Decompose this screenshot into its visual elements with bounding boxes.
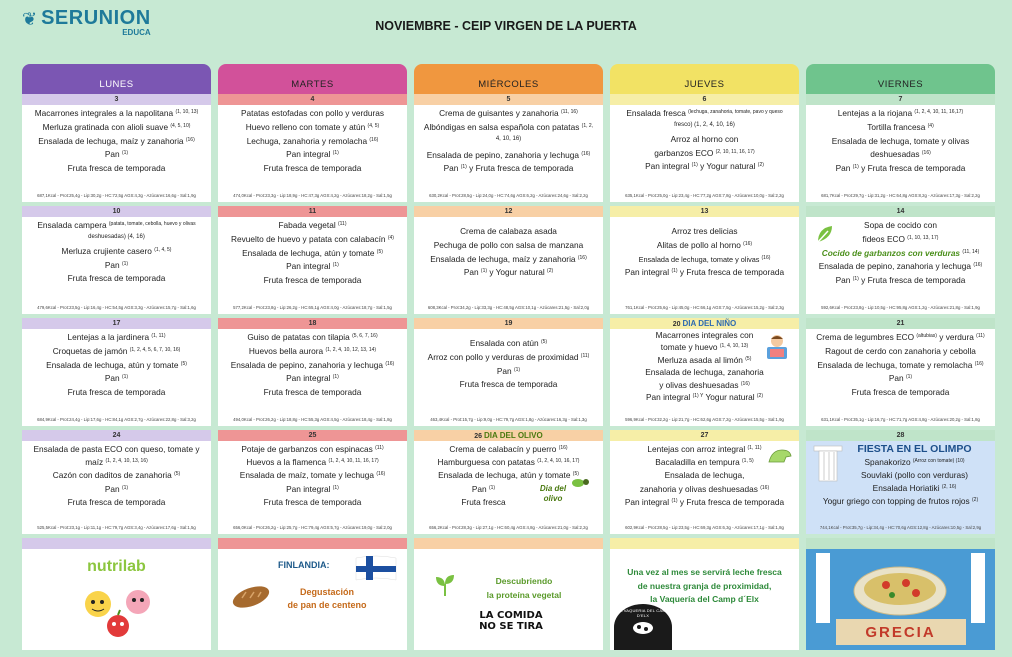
allergens: (1) xyxy=(691,162,698,169)
dish: Fruta fresca de temporada xyxy=(263,496,362,507)
day-number: 26 DIA DEL OLIVO xyxy=(414,430,603,441)
week-row-2 xyxy=(22,206,995,314)
nutrition-info: 635,1Kcal - Prot:25,0g - Lip:23,4g - HC:77,2g AGS:7,8g - Azúcares:10,0g - Sal:2,2g xyxy=(625,193,784,198)
menu-day-4 xyxy=(218,94,407,202)
allergens: deshuesadas) (4, 16) xyxy=(88,233,145,240)
dish: Revuelto de huevo y patata con calabacín xyxy=(231,233,386,244)
allergens: (1, 2, 4, 10, 11, 16,17) xyxy=(914,109,964,115)
dish: Pan xyxy=(104,483,120,494)
nutrition-info: 687,1Kcal - Prot:25,4g - Lip:30,2g - HC:72,5g AGS:4,3g - Azúcares:16,6g - Sal:1,9g xyxy=(37,193,196,198)
child-reading-icon xyxy=(762,332,792,362)
day-number: 18 xyxy=(218,318,407,329)
day-header-miercoles: MIÉRCOLES xyxy=(414,64,603,94)
brand-name: SERUNION xyxy=(41,7,151,29)
allergens: (4, 5) xyxy=(367,122,380,129)
dish: Pan integral xyxy=(646,392,691,403)
dish: y Fruta fresca de temporada xyxy=(861,163,966,174)
nutrition-info: 656,2Kcal - Prot:28,3g - Lip:27,1g - HC:60,4g AGS:4,8g - Azúcares:21,0g - Sal:2,2g xyxy=(429,525,588,530)
dish: Ensalada de maíz, tomate y lechuga xyxy=(239,470,374,481)
dish: Potaje de garbanzos con espinacas xyxy=(241,444,373,454)
event-title: FIESTA EN EL OLIMPO xyxy=(857,443,972,455)
dish: Ensalada campera xyxy=(37,220,107,230)
allergens: (1) xyxy=(905,374,913,381)
dish: y Yogur natural xyxy=(700,161,756,172)
allergens: (11) xyxy=(375,445,384,451)
allergens: (patata, tomate, cebolla, huevo y olivas xyxy=(108,221,196,227)
dish: Ensalada de lechuga, atún y tomate xyxy=(46,359,179,370)
finland-flag-icon xyxy=(354,554,398,584)
day-number: 13 xyxy=(610,206,799,217)
dish: Ensalada de pepino, zanahoria y lechuga xyxy=(818,261,971,272)
menu-day-20 xyxy=(610,318,799,426)
allergens: (altubias) xyxy=(916,333,937,339)
allergens: (16) xyxy=(743,240,753,247)
dish: Pechuga de pollo con salsa de manzana xyxy=(433,239,584,250)
dish: Sopa de cocido con xyxy=(864,220,937,230)
dish: Fruta fresca de temporada xyxy=(851,387,950,398)
dish: Lentejas con arroz integral xyxy=(647,444,746,454)
dish: Bacaladilla en tempura xyxy=(655,457,740,468)
dish: Crema de legumbres ECO xyxy=(816,332,915,342)
dish: Pan integral xyxy=(624,267,670,278)
allergens: (2) xyxy=(972,497,979,503)
nutrition-info: 684,9Kcal - Prot:24,4g - Lip:17,6g - HC:84,1g AGS:2,7g - Azúcares:22,8g - Sal:3,2g xyxy=(37,417,196,422)
event-badge: DIA DEL OLIVO xyxy=(484,431,543,440)
dish: Alitas de pollo al horno xyxy=(656,239,741,250)
dish: Pan xyxy=(888,373,904,384)
menu-day-10 xyxy=(22,206,211,314)
allergens: (16) xyxy=(921,150,931,157)
day-number: 12 xyxy=(414,206,603,217)
allergens: (4) xyxy=(387,234,394,241)
allergens: (1) xyxy=(332,150,339,157)
dish: Crema de calabacín y puerro xyxy=(449,444,557,454)
day-header-viernes: VIERNES xyxy=(806,64,995,94)
allergens: (16) xyxy=(369,136,379,143)
nutrition-info: 608,3Kcal - Prot:34,2g - Lip:33,3g - HC:48,5g AGS:10,1g - Azúcares:21,5g - Sal:2,0g xyxy=(427,305,590,310)
nutrition-info: 744,1Kcal - Prot:35,7g - Lip:34,4g - HC:70,6g AGS:12,8g - Azúcares:10,5g - Sal:2,9g xyxy=(819,525,982,530)
dish: Fruta fresca de temporada xyxy=(67,273,166,284)
allergens: (5) xyxy=(540,339,548,345)
allergens: (1, 4, 10, 13) xyxy=(719,343,749,350)
allergens: fresco) (1, 2, 4, 10, 16) xyxy=(674,121,735,128)
dish: Pan integral xyxy=(286,483,331,494)
allergens: (2, 16) xyxy=(941,484,957,490)
allergens: (1) xyxy=(121,150,129,157)
allergens: (16) xyxy=(577,254,587,261)
allergens: (1) xyxy=(671,268,678,275)
allergens: (1) xyxy=(488,484,496,491)
dish: Huevos a la flamenca xyxy=(246,457,327,468)
dish: Pan integral xyxy=(286,261,331,272)
week-row-4 xyxy=(22,430,995,534)
day-header-lunes: LUNES xyxy=(22,64,211,94)
dish: Arroz tres delicias xyxy=(671,226,738,236)
dish: Pan integral xyxy=(645,161,690,172)
menu-day-11 xyxy=(218,206,407,314)
dish: Fruta fresca de temporada xyxy=(67,387,166,398)
allergens: (16) xyxy=(740,380,750,387)
dish: Ensalada de lechuga, maíz y zanahoria xyxy=(430,253,576,264)
allergens: (1) xyxy=(121,374,129,381)
day-number: 24 xyxy=(22,430,211,441)
allergens: (5) xyxy=(174,471,181,478)
dish: Pan xyxy=(104,259,120,270)
greece-panel xyxy=(806,538,995,650)
dish: Pan xyxy=(104,149,120,160)
allergens: (2, 10, 11, 16, 17) xyxy=(715,148,755,155)
dish: tomate y huevo xyxy=(660,342,718,353)
menu-day-24 xyxy=(22,430,211,534)
nutrition-info: 630,2Kcal - Prot:28,5g - Lip:24,0g - HC:74,6g AGS:6,2g - Azúcares:24,6g - Sal:2,2g xyxy=(429,193,588,198)
allergens: (1) xyxy=(332,262,339,269)
allergens: (16) xyxy=(185,136,195,143)
allergens: (2) xyxy=(756,393,763,400)
allergens: (11, 14) xyxy=(962,248,980,255)
dish: Albóndigas en salsa española con patatas xyxy=(423,121,580,132)
dish: Spanakorizo xyxy=(864,457,911,467)
dish: Ensalada de lechuga, tomate y olivas xyxy=(831,135,970,146)
dish: Croquetas de jamón xyxy=(52,345,128,356)
menu-day-12 xyxy=(414,206,603,314)
allergens: (lechuga, zanahoria, tomate, pavo y queso xyxy=(688,109,783,115)
allergens: (16) xyxy=(376,471,386,478)
day-number: 21 xyxy=(806,318,995,329)
dish: Arroz al horno con xyxy=(670,133,739,144)
dish: Fruta fresca de temporada xyxy=(67,163,166,174)
allergens: (5) xyxy=(376,248,383,255)
day-number: 28 xyxy=(806,430,995,441)
allergens: (2) xyxy=(547,268,554,275)
allergens: (11) xyxy=(337,221,347,227)
dish: Tortilla francesa xyxy=(867,121,926,132)
dish: Souvlaki (pollo con verduras) xyxy=(861,470,968,480)
food-characters-icon xyxy=(78,582,162,644)
brand-sub: EDUCA xyxy=(122,28,151,37)
greek-column-icon xyxy=(810,442,846,486)
dish: Fruta fresca de temporada xyxy=(459,379,558,390)
allergens: (16) xyxy=(761,254,771,261)
menu-day-28 xyxy=(806,430,995,534)
dish: Pan integral xyxy=(286,373,331,384)
dish: deshuesadas xyxy=(870,149,920,160)
dish: Merluza gratinada con alioli suave xyxy=(42,121,169,132)
dish: Pan xyxy=(496,365,512,376)
allergens: (16) xyxy=(385,360,395,367)
dish: Pan xyxy=(104,373,120,384)
day-header-martes: MARTES xyxy=(218,64,407,94)
dish: Pan xyxy=(835,163,851,174)
dish: Fabada vegetal xyxy=(278,220,336,230)
nutrition-info: 681,7Kcal - Prot:29,7g - Lip:31,2g - HC:64,8g AGS:8,2g - Azúcares:17,3g - Sal:2,2g xyxy=(821,193,980,198)
dish: Arroz con pollo y verduras de proximidad xyxy=(427,351,579,362)
nutrition-info: 479,6Kcal - Prot:23,5g - Lip:16,4g - HC:54,5g AGS:3,3g - Azúcares:15,7g - Sal:1,6g xyxy=(37,305,196,310)
menu-day-18 xyxy=(218,318,407,426)
dish: y Fruta fresca de temporada xyxy=(469,163,574,174)
day-headers xyxy=(22,64,995,94)
menu-day-26 xyxy=(414,430,603,534)
allergens: (16) xyxy=(581,150,591,157)
dish: Ensalada de lechuga, maíz y zanahoria xyxy=(38,135,184,146)
menu-day-3 xyxy=(22,94,211,202)
allergens: (2) xyxy=(757,162,764,169)
allergens: (1) xyxy=(513,366,521,373)
dish: Pan xyxy=(463,267,479,278)
dish: y Yogur natural xyxy=(489,267,545,278)
allergens: (4, 5, 10) xyxy=(170,122,191,129)
dish: Guiso de patatas con tilapia xyxy=(247,332,350,342)
dish: Ensalada de pepino, zanahoria y lechuga xyxy=(426,149,579,160)
allergens: (1, 2, 4, 5, 6, 7, 10, 16) xyxy=(129,346,181,353)
allergens: (1, 11) xyxy=(151,333,166,339)
dish: Ensalada de pasta ECO con queso, tomate y xyxy=(33,444,200,454)
allergens: (16) xyxy=(558,445,568,451)
dish: garbanzos ECO xyxy=(654,147,714,158)
dish: Lentejas a la jardinera xyxy=(67,332,150,342)
day-number: 4 xyxy=(218,94,407,105)
dish: Hamburguesa con patatas xyxy=(437,457,535,468)
allergens: (1, 2, xyxy=(581,122,594,129)
allergens: (1, 2, 4, 10, 13, 16) xyxy=(105,458,148,465)
dish: Ensalada de lechuga, atún y tomate xyxy=(242,247,375,258)
dish: Ensalada de lechuga, zanahoria xyxy=(645,367,764,378)
dish: Lechuga, zanahoria y remolacha xyxy=(246,135,368,146)
nutrition-info: 577,2Kcal - Prot:23,8g - Lip:26,2g - HC:65,1g AGS:4,0g - Azúcares:18,7g - Sal:1,5g xyxy=(233,305,392,310)
dish: Fruta fresca xyxy=(461,496,506,507)
vegetable-protein-panel xyxy=(414,538,603,650)
dish: Ensalada de lechuga, atún y tomate xyxy=(438,470,571,481)
dish: Ensalada de lechuga, tomate y olivas xyxy=(638,254,760,264)
allergens: (1) xyxy=(121,260,129,267)
nutrition-info: 596,9Kcal - Prot:32,2g - Lip:21,7g - HC:62,6g AGS:7,2g - Azúcares:15,5g - Sal:1,9g xyxy=(625,417,784,422)
day-number: 11 xyxy=(218,206,407,217)
dish: Lentejas a la riojana xyxy=(837,108,913,118)
dish: y Fruta fresca de temporada xyxy=(679,496,785,507)
week-row-3 xyxy=(22,318,995,426)
allergens: (1) xyxy=(332,374,339,381)
allergens: (Arroz con tomate) (10) xyxy=(912,458,965,464)
dish: Cazón con daditos de zanahoria xyxy=(52,470,172,481)
vegetable-protein-text: Descubriendo la proteína vegetal xyxy=(486,576,562,600)
allergens: (4) xyxy=(927,122,934,129)
olive-icon xyxy=(570,474,592,490)
day-number: 27 xyxy=(610,430,799,441)
dish: Crema de guisantes y zanahoria xyxy=(439,108,559,118)
day-number: 17 xyxy=(22,318,211,329)
allergens: (5) xyxy=(572,471,579,478)
dish: Ensalada fresca xyxy=(626,108,686,118)
dish: Ensalada con atún xyxy=(469,338,539,348)
dish: zanahoria y olivas deshuesadas xyxy=(639,483,758,494)
day-number: 25 xyxy=(218,430,407,441)
menu-day-14 xyxy=(806,206,995,314)
nutrition-info: 761,1Kcal - Prot:25,6g - Lip:45,0g - HC:66,1g AGS:7,5g - Azúcares:15,2g - Sal:2,3g xyxy=(625,305,784,310)
menu-day-6 xyxy=(610,94,799,202)
allergens: (5, 6, 7, 16) xyxy=(352,333,378,339)
allergens: (11) xyxy=(580,352,590,359)
dish: Huevos bella aurora xyxy=(248,345,324,356)
allergens: (1) xyxy=(852,276,859,283)
la-comida-no-se-tira-logo: LA COMIDA NO SE TIRA xyxy=(479,610,543,632)
nutrition-info: 474,0Kcal - Prot:23,3g - Lip:18,9g - HC:47,3g AGS:4,2g - Azúcares:18,2g - Sal:1,5g xyxy=(233,193,392,198)
dish: Fruta fresca de temporada xyxy=(263,275,362,286)
allergens: (1, 10, 13) xyxy=(175,109,199,115)
fresh-milk-text: Una vez al mes se servirá leche fresca de nuestra granja de proximidad, la Vaquería del Camp d´Elx xyxy=(627,567,782,605)
dish: Macarrones integrales a la napolitana xyxy=(34,108,174,118)
allergens: (1, 2, 4, 10, 16, 17) xyxy=(537,458,580,465)
allergens: 4, 10, 16) xyxy=(495,135,522,142)
day-header-jueves: JUEVES xyxy=(610,64,799,94)
allergens: (1) xyxy=(480,268,488,275)
bull-icon: ❦ xyxy=(22,9,38,29)
page-title: NOVIEMBRE - CEIP VIRGEN DE LA PUERTA xyxy=(375,19,637,33)
finland-text: Degustación de pan de centeno xyxy=(287,587,367,610)
allergens: (1) xyxy=(671,497,678,504)
allergens: (1, 2, 4, 10, 11, 16, 17) xyxy=(328,458,379,465)
vaqueria-logo: LA VAQUERIA DEL CAMP D'ELX xyxy=(614,604,672,650)
allergens: (16) xyxy=(974,360,984,367)
dish: Ensalada de lechuga, xyxy=(664,470,745,481)
allergens: (1) xyxy=(460,164,467,171)
nutrilab-panel xyxy=(22,538,211,650)
dish: Fruta fresca de temporada xyxy=(67,496,166,507)
dish: Fruta fresca de temporada xyxy=(263,163,362,174)
dish: y Fruta fresca de temporada xyxy=(861,275,966,286)
allergens: (1) Y xyxy=(692,393,704,400)
week-row-1 xyxy=(22,94,995,202)
nutrition-info: 592,6Kcal - Prot:23,8g - Lip:10,5g - HC:95,8g AGS:1,2g - Azúcares:21,8g - Sal:1,9g xyxy=(821,305,980,310)
bread-icon xyxy=(230,584,272,610)
allergens: (1) xyxy=(332,484,339,491)
day-number: 20 DIA DEL NIÑO xyxy=(610,318,799,329)
day-number: 5 xyxy=(414,94,603,105)
dish: Yogur griego con topping de frutos rojos xyxy=(822,496,970,506)
nutrition-info: 494,0Kcal - Prot:26,2g - Lip:18,8g - HC:55,3g AGS:4,5g - Azúcares:18,4g - Sal:1,8g xyxy=(233,417,392,422)
allergens: (1, 4, 5) xyxy=(154,246,172,253)
day-number: 6 xyxy=(610,94,799,105)
greece-title: GRECIA xyxy=(865,624,936,641)
dinosaur-icon xyxy=(766,444,794,466)
dish: Ensalada de pepino, zanahoria y lechuga xyxy=(230,359,383,370)
dish: Fruta fresca de temporada xyxy=(263,387,362,398)
allergens: (5) xyxy=(180,360,187,367)
menu-day-13 xyxy=(610,206,799,314)
nutrition-info: 525,5Kcal - Prot:23,1g - Lip:11,1g - HC:79,7g AGS:3,4g - Azúcares:17,6g - Sal:1,5g xyxy=(37,525,196,530)
olive-day-decoration xyxy=(536,478,592,516)
dish: y Fruta fresca de temporada xyxy=(679,267,785,278)
dish: Ragout de cerdo con zanahoria y cebolla xyxy=(825,345,976,356)
dish: Merluza asada al limón xyxy=(657,354,743,365)
allergens: (1, 10, 13, 17) xyxy=(907,234,939,241)
nutrilab-logo: nutrilab xyxy=(87,558,146,575)
allergens: (5) xyxy=(745,355,752,362)
nutrition-info: 631,1Kcal - Prot:35,1g - Lip:16,7g - HC:71,7g AGS:4,8g - Azúcares:20,2g - Sal:1,8g xyxy=(821,417,980,422)
finland-panel xyxy=(218,538,407,650)
menu-day-27 xyxy=(610,430,799,534)
fresh-milk-panel xyxy=(610,538,799,650)
allergens: (11) xyxy=(976,333,985,339)
dish: Pan xyxy=(471,483,487,494)
dish: Pan xyxy=(835,275,851,286)
olive-day-text: Dia del olivo xyxy=(539,484,567,503)
allergens: (1, 2, 4, 10, 12, 13, 14) xyxy=(325,346,377,353)
allergens: (11, 16) xyxy=(560,109,578,115)
dish: y verdura xyxy=(939,332,974,342)
dish: Cocido de garbanzos con verduras xyxy=(821,247,961,258)
event-badge: DIA DEL NIÑO xyxy=(682,319,737,328)
dish: maíz xyxy=(85,457,104,468)
dish: Ensalada de lechuga, tomate y remolacha xyxy=(817,359,973,370)
day-number: 7 xyxy=(806,94,995,105)
allergens: (1) xyxy=(852,164,859,171)
menu-day-5 xyxy=(414,94,603,202)
dish: Macarrones integrales con xyxy=(655,330,754,340)
dish: Yogur natural xyxy=(705,392,755,403)
dish: y olivas deshuesadas xyxy=(659,379,739,390)
dish: fideos ECO xyxy=(862,233,905,244)
day-number: 3 xyxy=(22,94,211,105)
menu-day-21 xyxy=(806,318,995,426)
sprout-icon xyxy=(434,572,456,598)
nutrition-info: 463,4Kcal - Prot:15,7g - Lip:9,0g - HC:79,7g AGS:1,8g - Azúcares:16,3g - Sal:1,3g xyxy=(430,417,587,422)
dish: Merluza crujiente casero xyxy=(61,245,152,256)
leaf-icon xyxy=(814,222,840,246)
menu-day-7 xyxy=(806,94,995,202)
dish: Patatas estofadas con pollo y verduras xyxy=(241,108,384,118)
day-number: 14 xyxy=(806,206,995,217)
dish: Ensalada Horiatiki xyxy=(872,483,940,493)
dish: Huevo relleno con tomate y atún xyxy=(245,121,366,132)
allergens: (1, 11) xyxy=(747,445,762,451)
dish: Pan integral xyxy=(286,149,331,160)
day-number: 19 xyxy=(414,318,603,329)
allergens: (16) xyxy=(760,484,770,491)
menu-day-19 xyxy=(414,318,603,426)
finland-title: FINLANDIA: xyxy=(278,560,330,570)
nutrition-info: 656,0Kcal - Prot:26,2g - Lip:25,7g - HC:79,4g AGS:5,7g - Azúcares:19,0g - Sal:2,0g xyxy=(233,525,392,530)
allergens: (16) xyxy=(973,262,983,269)
nutrition-info: 602,9Kcal - Prot:28,5g - Lip:23,5g - HC:69,3g AGS:6,3g - Azúcares:17,1g - Sal:1,8g xyxy=(625,525,784,530)
day-number: 10 xyxy=(22,206,211,217)
allergens: (1) xyxy=(121,484,129,491)
menu-day-17 xyxy=(22,318,211,426)
menu-day-25 xyxy=(218,430,407,534)
dish: Pan xyxy=(443,163,459,174)
cow-icon xyxy=(630,618,656,636)
dish: Crema de calabaza asada xyxy=(460,226,557,236)
dish: Pan integral xyxy=(624,496,670,507)
allergens: (1, 5) xyxy=(742,458,754,465)
